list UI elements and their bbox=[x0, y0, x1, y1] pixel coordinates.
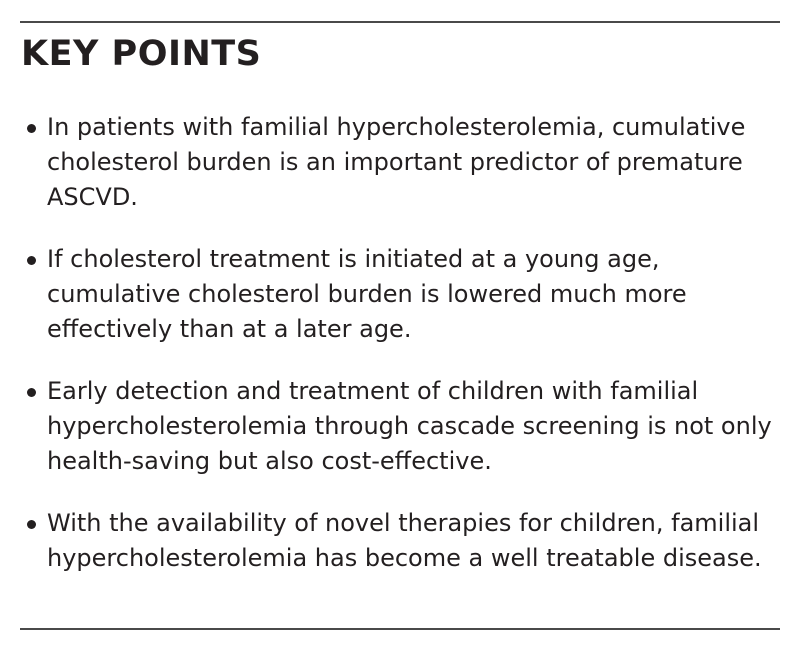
key-point-text: In patients with familial hypercholesterolemia, cumulative cholesterol burden is an important predictor of premature ASCVD. bbox=[47, 113, 746, 211]
key-points-heading: KEY POINTS bbox=[21, 34, 262, 74]
key-point-item bbox=[0, 113, 800, 221]
key-point-item bbox=[0, 377, 800, 485]
bullet-icon bbox=[27, 520, 36, 529]
key-point-text: With the availability of novel therapies for children, familial hypercholesterolemia has become a well treatable disease. bbox=[47, 509, 762, 572]
bottom-divider bbox=[20, 628, 780, 630]
bullet-icon bbox=[27, 388, 36, 397]
key-point-text: Early detection and treatment of children with familial hypercholesterolemia through cascade screening is not only health-saving but also cost-effective. bbox=[47, 377, 772, 475]
key-point-text: If cholesterol treatment is initiated at a young age, cumulative cholesterol burden is lowered much more effectively than at a later age. bbox=[47, 245, 687, 343]
top-divider bbox=[20, 21, 780, 23]
key-point-item bbox=[0, 509, 800, 582]
key-points-list bbox=[0, 113, 800, 609]
bullet-icon bbox=[27, 124, 36, 133]
key-point-item bbox=[0, 245, 800, 353]
bullet-icon bbox=[27, 256, 36, 265]
